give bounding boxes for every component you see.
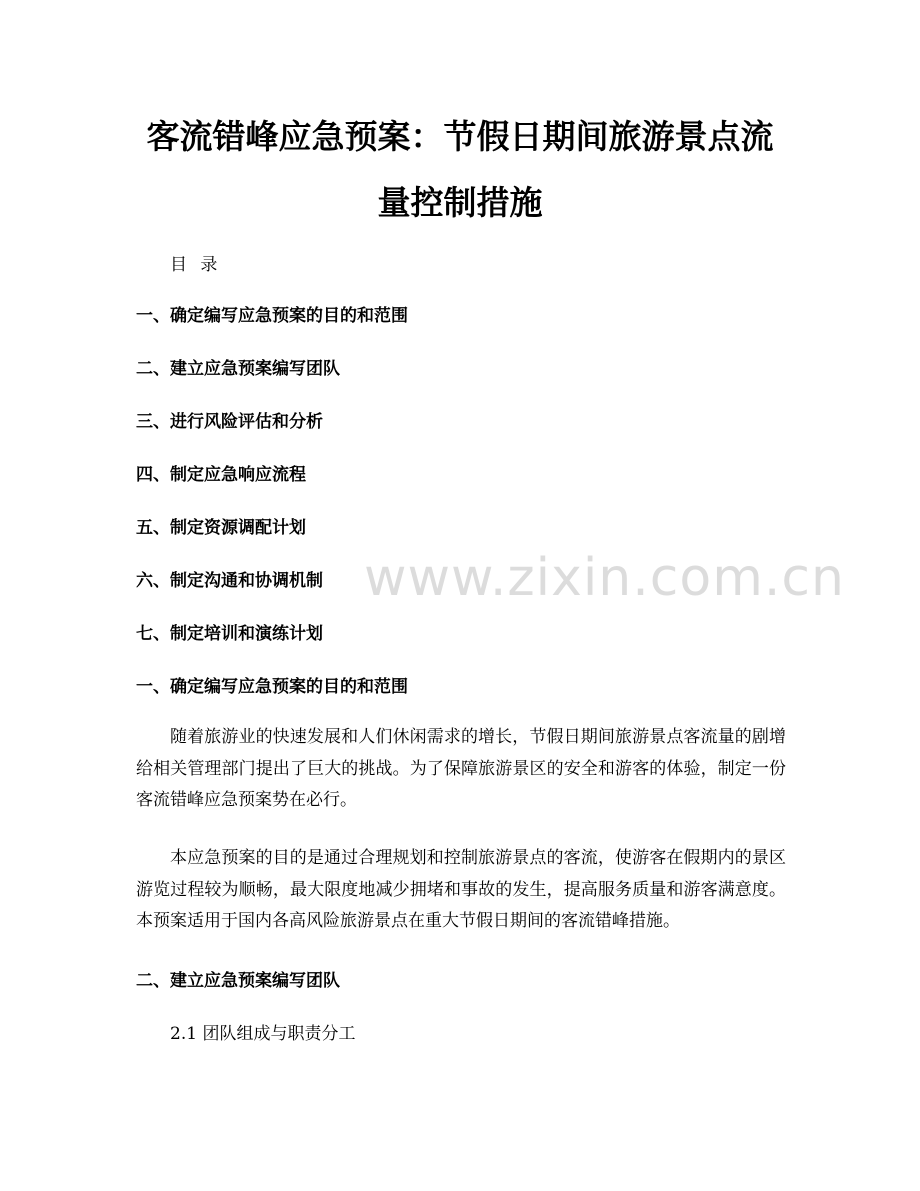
section-1-heading: 一、确定编写应急预案的目的和范围 <box>136 677 408 697</box>
toc-item-6: 六、制定沟通和协调机制 <box>136 571 323 591</box>
toc-item-4: 四、制定应急响应流程 <box>136 465 306 485</box>
toc-item-5: 五、制定资源调配计划 <box>136 518 306 538</box>
section-2-heading: 二、建立应急预案编写团队 <box>136 971 340 991</box>
document-title <box>120 104 800 236</box>
toc-label: 目 录 <box>170 255 222 275</box>
section-2-1-subheading: 2.1 团队组成与职责分工 <box>170 1024 356 1044</box>
toc-item-1: 一、确定编写应急预案的目的和范围 <box>136 306 408 326</box>
toc-item-3: 三、进行风险评估和分析 <box>136 412 323 432</box>
section-1-paragraph-2: 本应急预案的目的是通过合理规划和控制旅游景点的客流，使游客在假期内的景区游览过程较为顺畅，最大限度地减少拥堵和事故的发生，提高服务质量和游客满意度。本预案适用于国内各高风险旅游景点在重大节假日期间的客流错峰措施。 <box>136 848 786 931</box>
title-line-1: 客流错峰应急预案：节假日期间旅游景点流 <box>146 117 774 156</box>
toc-item-2: 二、建立应急预案编写团队 <box>136 359 340 379</box>
toc-item-7: 七、制定培训和演练计划 <box>136 624 323 644</box>
section-1-paragraph-1: 随着旅游业的快速发展和人们休闲需求的增长，节假日期间旅游景点客流量的剧增给相关管理部门提出了巨大的挑战。为了保障旅游景区的安全和游客的体验，制定一份客流错峰应急预案势在必行。 <box>136 727 786 810</box>
title-line-2: 量控制措施 <box>377 183 543 222</box>
watermark: www.zixin.com.cn <box>364 548 845 608</box>
